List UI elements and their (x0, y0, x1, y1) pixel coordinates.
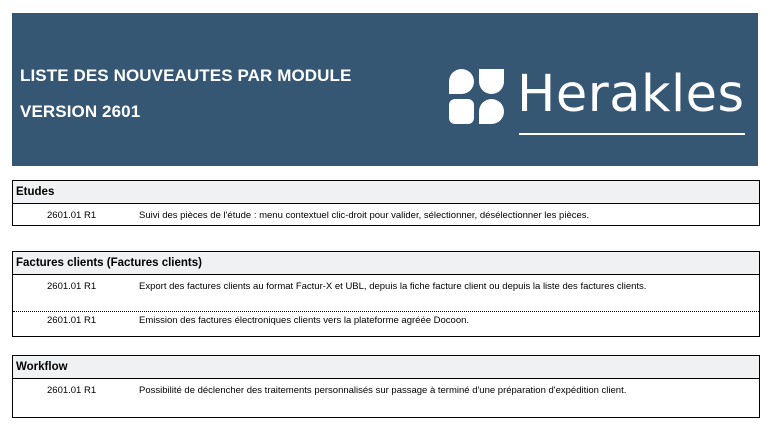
item-description: Possibilité de déclencher des traitements personnalisés sur passage à terminé d'une préparation d'expédition client. (139, 385, 627, 396)
list-item (13, 204, 759, 225)
document-header (12, 13, 758, 166)
section-title: Etudes (13, 181, 759, 204)
section-title: Workflow (13, 356, 759, 379)
logo-underline (519, 133, 745, 135)
logo-wordmark: Herakles (517, 65, 745, 124)
version-label: 2601.01 R1 (47, 315, 97, 326)
logo-mark-icon (449, 69, 505, 125)
item-description: Emission des factures électroniques clients vers la plateforme agréée Docoon. (139, 315, 470, 326)
item-description: Suivi des pièces de l'étude : menu contextuel clic-droit pour valider, sélectionner, désélectionner les pièces. (139, 210, 590, 221)
list-item (13, 275, 759, 312)
version-label: 2601.01 R1 (47, 385, 97, 396)
version-label: 2601.01 R1 (47, 281, 97, 292)
section-title: Factures clients (Factures clients) (13, 252, 759, 275)
section-etudes (12, 180, 760, 226)
version-title: VERSION 2601 (20, 102, 141, 121)
herakles-logo (449, 65, 749, 139)
list-item (13, 379, 759, 417)
section-factures-clients (12, 251, 760, 337)
document-title: LISTE DES NOUVEAUTES PAR MODULE (20, 66, 352, 85)
section-workflow (12, 355, 760, 418)
list-item (13, 312, 759, 336)
version-label: 2601.01 R1 (47, 210, 97, 221)
item-description: Export des factures clients au format Factur-X et UBL, depuis la fiche facture client ou depuis la liste des factures clients. (139, 281, 647, 292)
